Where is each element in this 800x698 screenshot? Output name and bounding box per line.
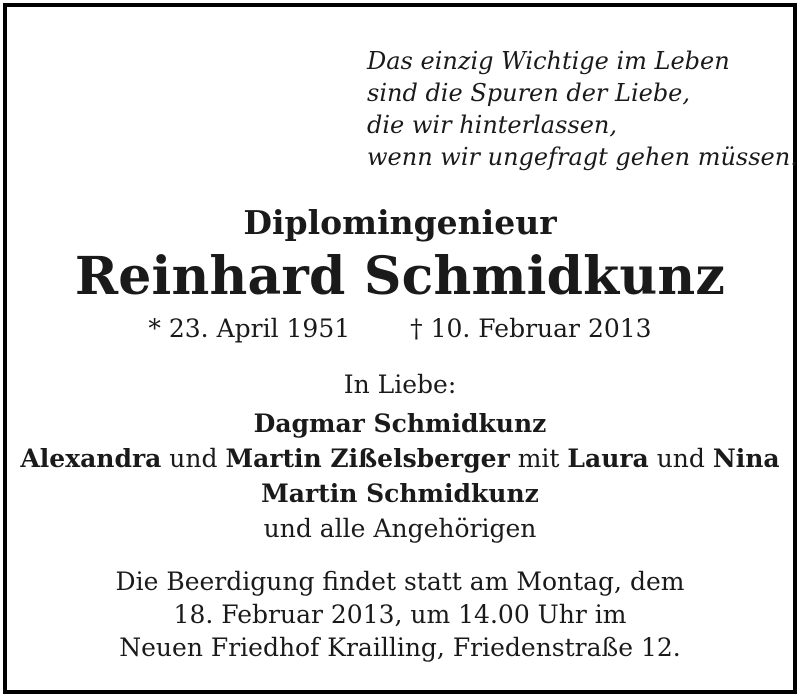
deceased-title: Diplomingenieur	[243, 203, 557, 242]
mourner-line: und alle Angehörigen	[263, 514, 537, 543]
poem-line: Das einzig Wichtige im Leben	[367, 47, 730, 75]
mourner-name: Martin Zißelsberger	[225, 444, 510, 473]
mourners-list	[7, 406, 793, 546]
mourner-name: Laura	[567, 444, 649, 473]
life-dates	[7, 313, 793, 345]
funeral-line: Die Beerdigung findet statt am Montag, dem	[115, 567, 685, 596]
birth-date: * 23. April 1951	[148, 314, 351, 343]
mourner-name: Martin Schmidkunz	[261, 479, 539, 508]
connector-word: und	[656, 444, 705, 473]
poem-line: wenn wir ungefragt gehen müssen.	[367, 143, 798, 171]
mourner-name: Alexandra	[20, 444, 162, 473]
funeral-line: 18. Februar 2013, um 14.00 Uhr im	[173, 600, 627, 629]
funeral-notice	[7, 565, 793, 664]
obituary-frame	[3, 3, 797, 694]
funeral-line: Neuen Friedhof Krailling, Friedenstraße 12.	[119, 633, 681, 662]
memorial-poem	[367, 45, 798, 173]
poem-line: die wir hinterlassen,	[367, 111, 618, 139]
death-date: † 10. Februar 2013	[410, 314, 652, 343]
mourner-line	[7, 406, 793, 441]
mourners-intro: In Liebe:	[343, 370, 457, 399]
mourner-line	[7, 441, 793, 476]
mourner-name: Nina	[712, 444, 780, 473]
mourner-line	[7, 476, 793, 511]
connector-word: mit	[517, 444, 560, 473]
deceased-name: Reinhard Schmidkunz	[74, 246, 726, 307]
connector-word: und	[169, 444, 218, 473]
mourner-name: Dagmar Schmidkunz	[253, 409, 547, 438]
poem-line: sind die Spuren der Liebe,	[367, 79, 691, 107]
